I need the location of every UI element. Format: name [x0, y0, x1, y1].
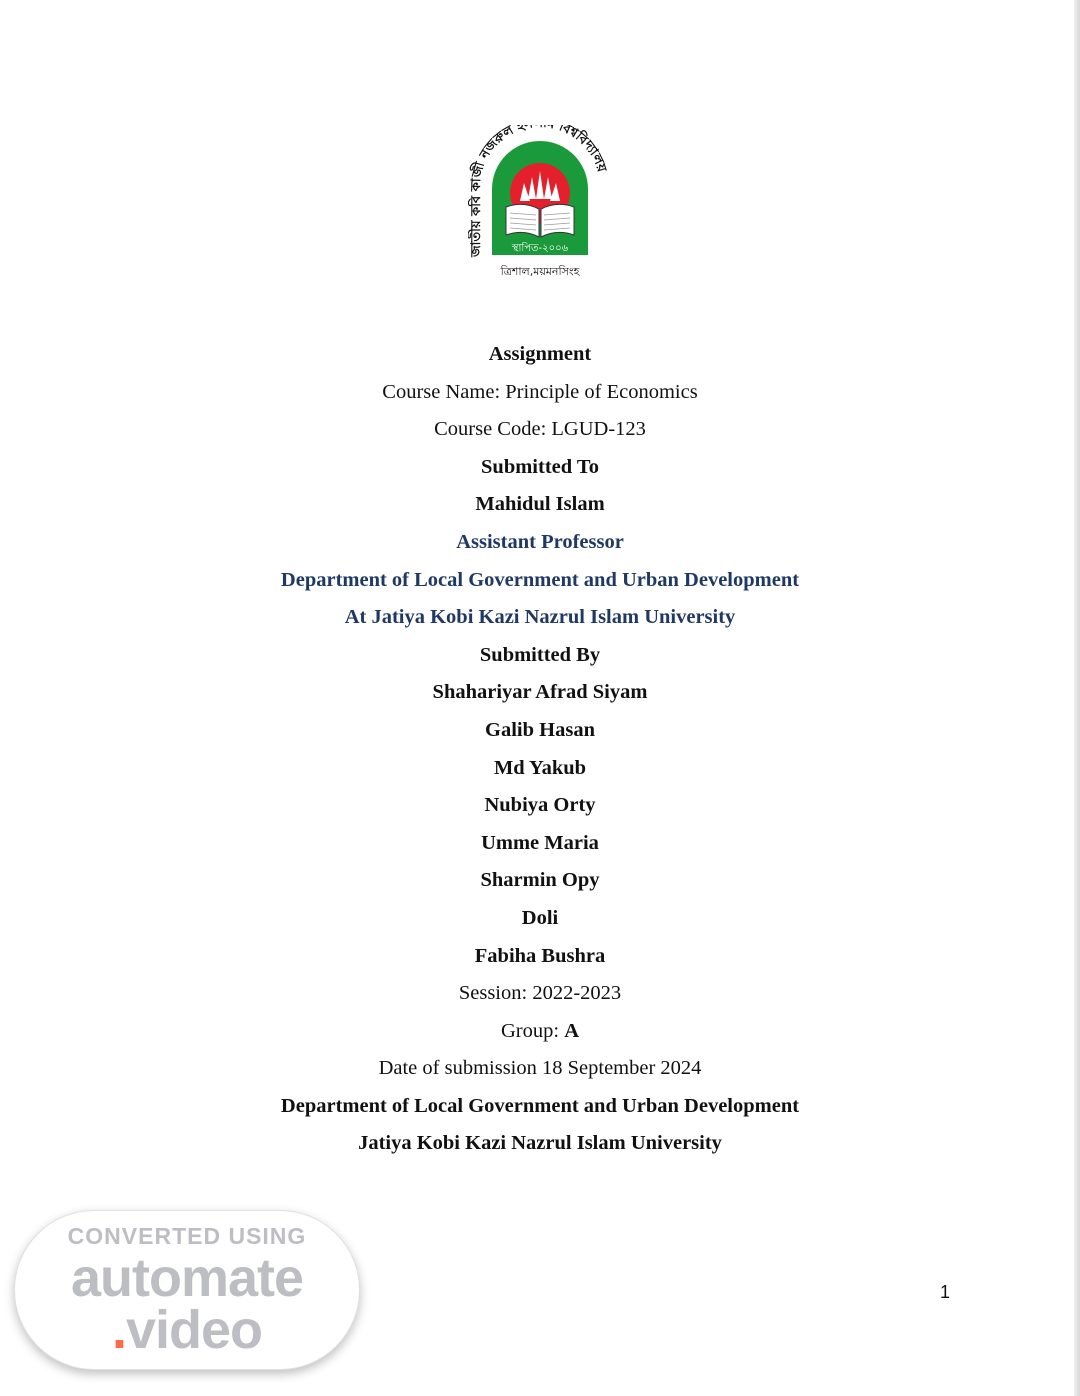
supervisor-name: Mahidul Islam: [475, 493, 605, 516]
member-name: Doli: [521, 906, 559, 929]
assignment-title: Assignment: [488, 343, 592, 365]
member-name: Md Yakub: [493, 756, 587, 779]
member-name: Shahariyar Afrad Siyam: [432, 681, 648, 704]
submission-date: Date of submission 18 September 2024: [378, 1057, 702, 1080]
watermark-line2: automate: [70, 1248, 304, 1308]
course-code: Course Code: LGUD-123: [434, 418, 646, 441]
member-name: Nubiya Orty: [484, 794, 596, 817]
university-logo: [468, 125, 612, 285]
submitted-by-heading: Submitted By: [479, 643, 601, 666]
session: Session: 2022-2023: [458, 982, 622, 1005]
cover-content: [0, 336, 1080, 1163]
group: [0, 1013, 1080, 1051]
member-name: Fabiha Bushra: [474, 944, 606, 967]
watermark-dot: .: [111, 1300, 126, 1360]
supervisor-designation: Assistant Professor: [456, 530, 624, 553]
logo-location: ত্রিশাল,ময়মনসিংহ: [500, 265, 580, 278]
logo-arc-text: জাতীয় কবি কাজী নজরুল ই বিশ্ববিদ্যালয়: [468, 125, 609, 257]
footer-department: Department of Local Government and Urban Development: [280, 1094, 800, 1117]
logo-established: স্থাপিত-২০০৬: [511, 243, 569, 254]
university-logo-emblem: [468, 125, 612, 285]
group-value: A: [564, 1019, 579, 1042]
member-name: Galib Hasan: [485, 718, 595, 741]
supervisor-university: At Jatiya Kobi Kazi Nazrul Islam University: [344, 606, 736, 629]
submitted-to-heading: Submitted To: [481, 455, 599, 478]
watermark-line3: [15, 1299, 359, 1361]
watermark-line1: CONVERTED USING: [67, 1223, 307, 1249]
watermark-video: video: [125, 1300, 263, 1360]
supervisor-department: Department of Local Government and Urban Development: [280, 568, 800, 591]
watermark-badge: [14, 1210, 360, 1370]
group-label: Group:: [500, 1019, 565, 1042]
member-name: Sharmin Opy: [480, 869, 600, 892]
course-name: Course Name: Principle of Economics: [382, 380, 698, 403]
footer-university: Jatiya Kobi Kazi Nazrul Islam University: [358, 1132, 722, 1155]
member-name: Umme Maria: [481, 831, 599, 854]
page-number: 1: [940, 1282, 951, 1302]
